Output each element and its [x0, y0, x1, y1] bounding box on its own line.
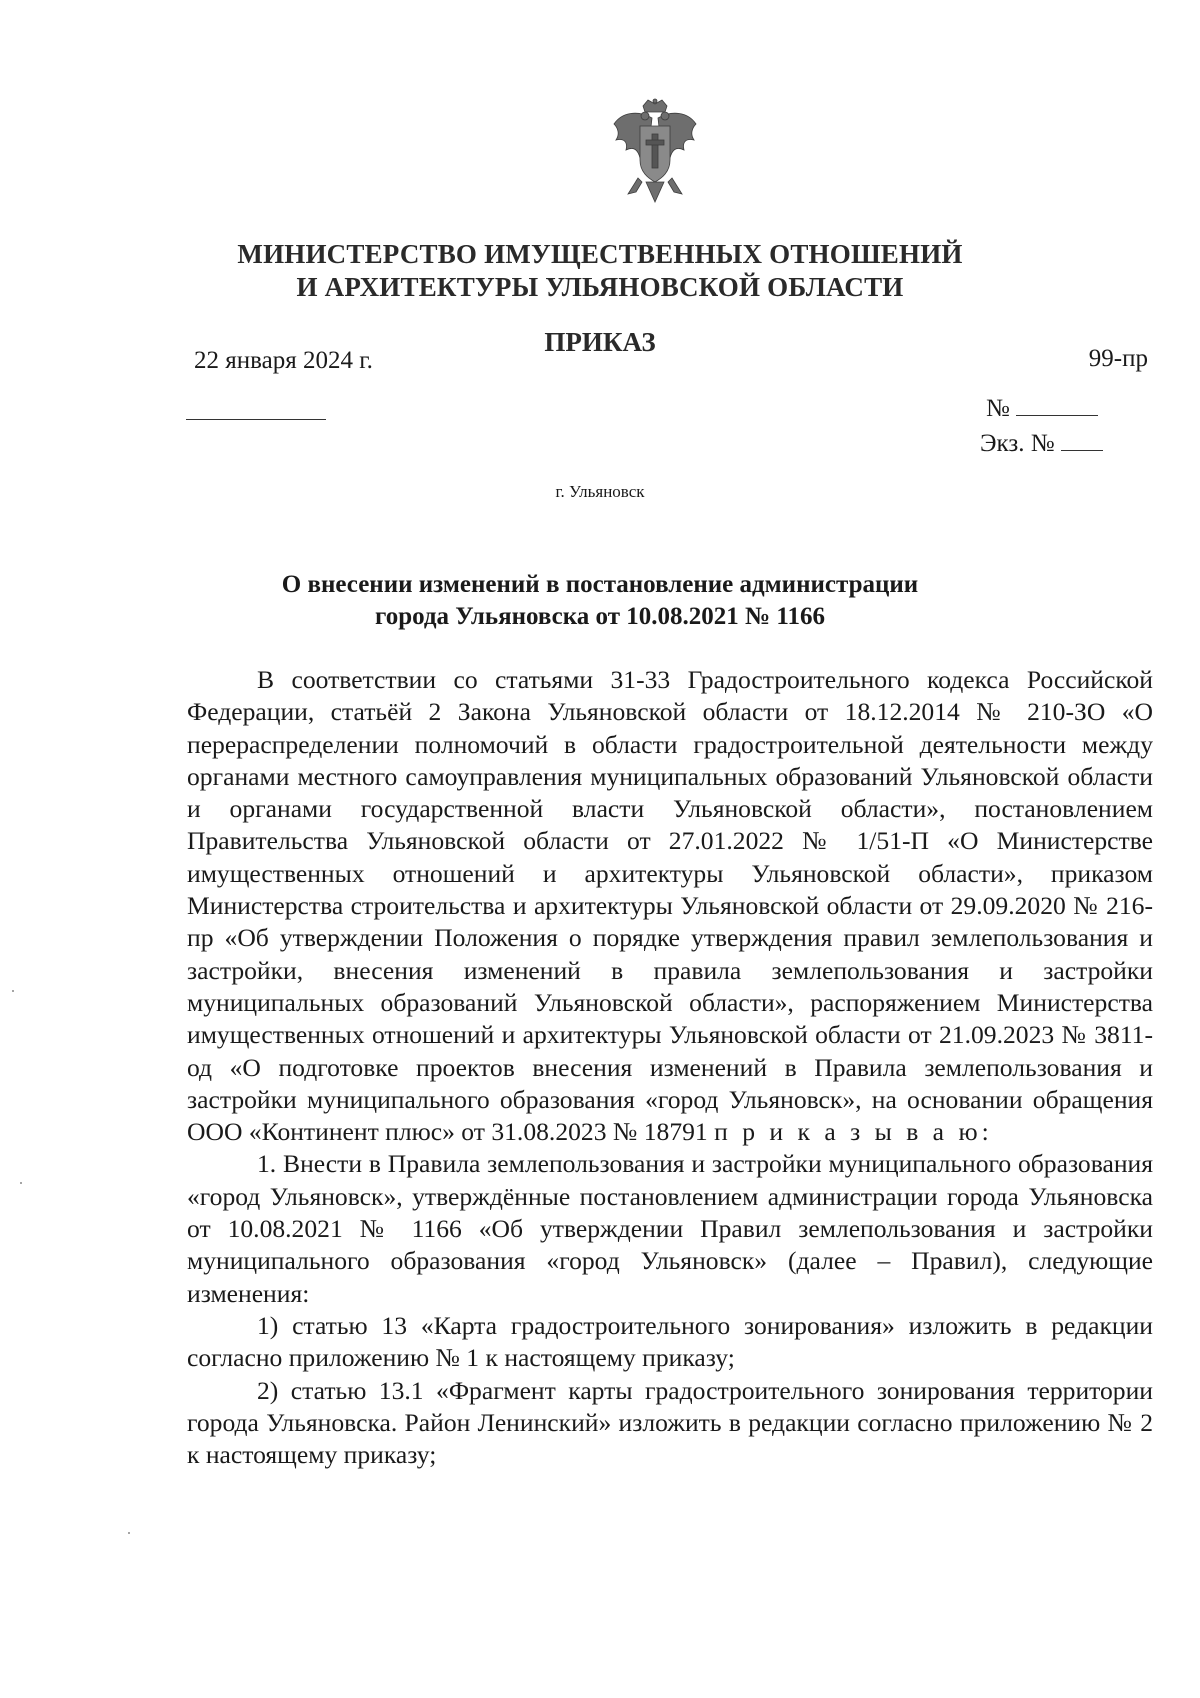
item-1-2: 2) статью 13.1 «Фрагмент карты градостроительного зонирования территории города Ульяновска. Район Ленинский» изложить в редакции согласно приложению № 2 к настоящему приказу;	[187, 1375, 1153, 1470]
number-label: №	[986, 395, 1010, 422]
ministry-name-line2: И АРХИТЕКТУРЫ УЛЬЯНОВСКОЙ ОБЛАСТИ	[296, 272, 904, 302]
scan-artifact	[20, 1182, 22, 1184]
coat-of-arms-icon	[608, 98, 702, 208]
order-word: п р и к а з ы в а ю:	[714, 1117, 993, 1147]
item-1: 1. Внести в Правила землепользования и застройки муниципального образования «город Ульяновск», утверждённые постановлением администрации города Ульяновска от 10.08.2021 № 1166 «Об утверждении Правил землепользования и застройки муниципального образования «город Ульяновск» (далее – Правил), следующие изменения:	[187, 1149, 1153, 1308]
number-field	[986, 393, 1098, 423]
scan-artifact	[12, 990, 14, 992]
scan-artifact	[128, 1532, 130, 1534]
ministry-name-line1: МИНИСТЕРСТВО ИМУЩЕСТВЕННЫХ ОТНОШЕНИЙ	[237, 239, 963, 269]
city: г. Ульяновск	[555, 482, 645, 501]
copy-field	[980, 428, 1103, 458]
doc-type: ПРИКАЗ	[544, 327, 656, 357]
intro-paragraph	[187, 664, 1153, 1148]
order-date: 22 января 2024 г.	[194, 347, 373, 374]
blank-line	[186, 419, 326, 420]
intro-text: В соответствии со статьями 31-33 Градостроительного кодекса Российской Федерации, статьёй 2 Закона Ульяновской области от 18.12.2014 № 210-ЗО «О перераспределении полномочий в области градостроительной деятельности между органами местного самоуправления муниципальных образований Ульяновской области и органами государственной власти Ульяновской области», постановлением Правительства Ульяновской области от 27.01.2022 № 1/51-П «О Министерстве имущественных отношений и архитектуры Ульяновской области», приказом Министерства строительства и архитектуры Ульяновской области от 29.09.2020 № 216-пр «Об утверждении Положения о порядке утверждения правил землепользования и застройки, внесения изменений в правила землепользования и застройки муниципальных образований Ульяновской области», распоряжением Министерства имущественных отношений и архитектуры Ульяновской области от 21.09.2023 № 3811-од «О подготовке проектов внесения изменений в Правила землепользования и застройки муниципального образования «город Ульяновск», на основании обращения ООО «Континент плюс» от 31.08.2023 № 18791	[187, 665, 1153, 1147]
number-blank	[1016, 393, 1098, 416]
document-title-line2: города Ульяновска от 10.08.2021 № 1166	[374, 603, 825, 630]
document-title-line1: О внесении изменений в постановление администрации	[281, 571, 919, 598]
document-body	[187, 664, 1153, 1471]
order-number: 99-пр	[1088, 345, 1148, 372]
copy-blank	[1061, 428, 1103, 451]
item-1-1: 1) статью 13 «Карта градостроительного зонирования» изложить в редакции согласно приложению № 1 к настоящему приказу;	[187, 1310, 1153, 1373]
copy-label: Экз. №	[980, 430, 1055, 457]
